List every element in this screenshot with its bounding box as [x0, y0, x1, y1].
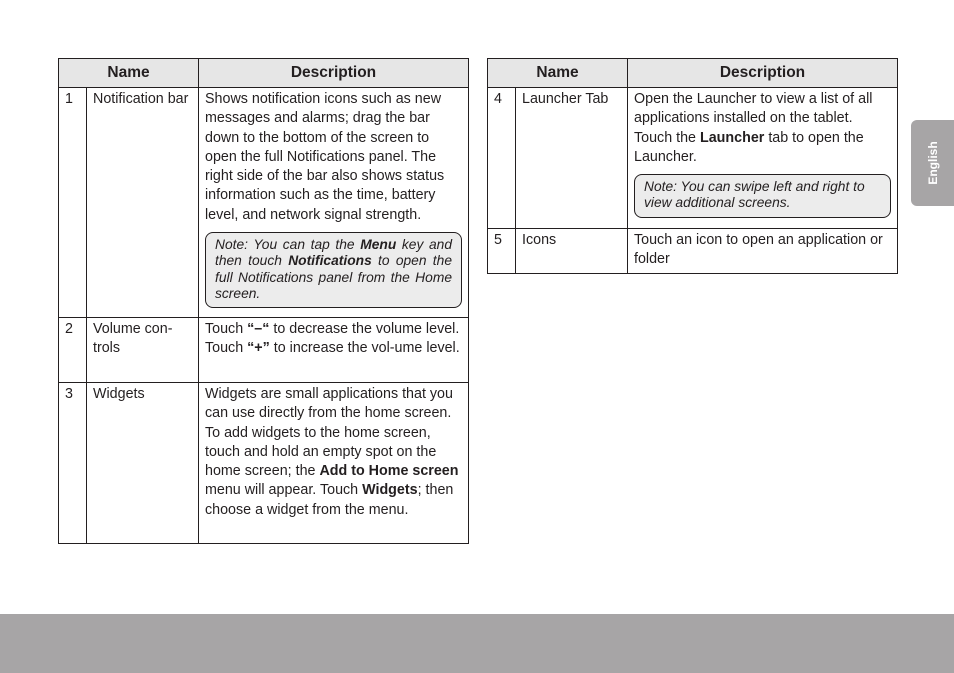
desc-text: ; then choose a widget from the menu. — [205, 482, 454, 518]
desc-bold-add-to-home: Add to Home screen — [319, 463, 459, 480]
column-header-description: Description — [199, 59, 469, 88]
row-description — [199, 318, 469, 383]
row-description-cell — [628, 88, 898, 229]
row-name: Widgets — [87, 383, 199, 544]
desc-text: Open the Launcher to view a list of all applications installed on the tablet. Touch the — [634, 91, 873, 146]
note-bold-notifications: Notifications — [288, 253, 372, 269]
table-row — [59, 383, 469, 544]
footer-band — [0, 614, 954, 673]
table-row — [59, 88, 469, 318]
desc-text: tab to open the Launcher. — [634, 129, 864, 165]
desc-bold-launcher: Launcher — [699, 129, 765, 146]
row-number: 4 — [488, 88, 516, 229]
row-number: 5 — [488, 229, 516, 274]
language-tab — [911, 120, 954, 206]
table-row — [488, 88, 898, 229]
table-header-row — [488, 59, 898, 88]
table-header-row — [59, 59, 469, 88]
desc-bold-plus: “+” — [247, 340, 270, 357]
table-row — [488, 229, 898, 274]
note-box — [205, 232, 462, 308]
row-description: Touch an icon to open an application or folder — [628, 229, 898, 274]
column-header-description: Description — [628, 59, 898, 88]
features-table-left — [58, 58, 469, 544]
row-description-cell — [199, 88, 469, 318]
desc-text: to increase the vol-ume level. — [269, 340, 460, 357]
desc-text: to decrease the volume level. Touch — [205, 321, 460, 357]
row-number: 2 — [59, 318, 87, 383]
note-box: Note: You can swipe left and right to view additional screens. — [634, 174, 891, 218]
row-number: 3 — [59, 383, 87, 544]
desc-text: menu will appear. Touch — [205, 482, 363, 499]
row-name: Launcher Tab — [516, 88, 628, 229]
desc-bold-minus: “–“ — [247, 321, 270, 337]
language-tab-label: English — [925, 141, 940, 185]
row-description — [199, 383, 469, 544]
note-text: Note: You can tap the — [215, 237, 361, 253]
row-name: Icons — [516, 229, 628, 274]
column-header-name: Name — [488, 59, 628, 88]
row-description — [634, 90, 891, 167]
row-name: Volume con-trols — [87, 318, 199, 383]
row-name: Notification bar — [87, 88, 199, 318]
note-text: key and then touch — [215, 237, 452, 269]
table-row — [59, 318, 469, 383]
desc-text: Touch — [205, 321, 248, 337]
note-bold-menu: Menu — [360, 237, 397, 253]
desc-bold-widgets: Widgets — [362, 482, 418, 499]
row-description: Shows notification icons such as new messages and alarms; drag the bar down to the bottom of the screen to open the full Notifications panel. The right side of the bar also shows status information such as the time, battery level, and network signal strength. — [205, 91, 445, 223]
note-text: to open the full Notifications panel from the Home screen. — [215, 253, 452, 301]
row-number: 1 — [59, 88, 87, 318]
features-table-right — [487, 58, 898, 274]
desc-text: Widgets are small applications that you can use directly from the home screen. To add widgets to the home screen, touch and hold an empty spot on the home screen; the — [205, 386, 453, 480]
column-header-name: Name — [59, 59, 199, 88]
